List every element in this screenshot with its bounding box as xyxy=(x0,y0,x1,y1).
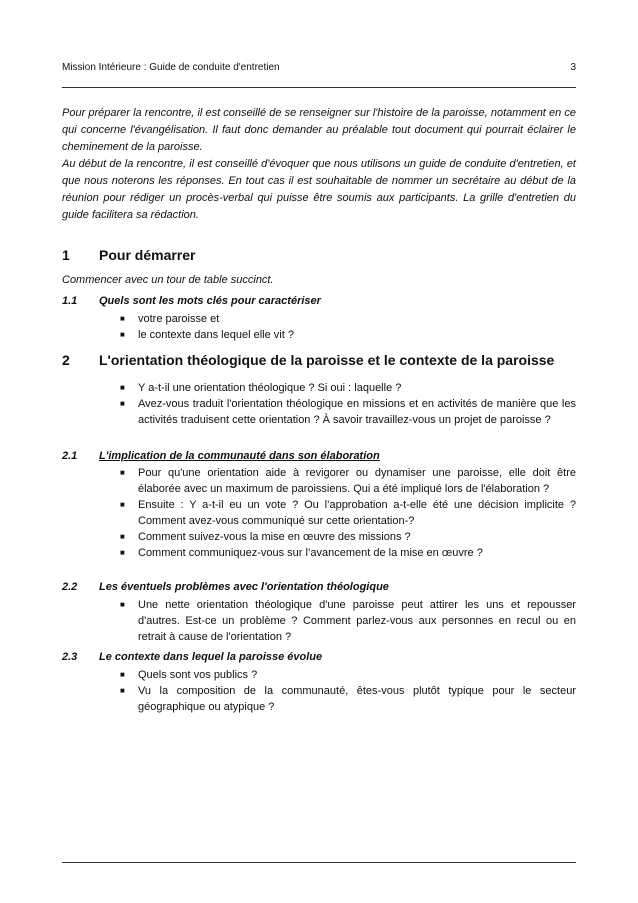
bullet-icon: ■ xyxy=(120,686,125,695)
list-item-text: le contexte dans lequel elle vit ? xyxy=(138,329,294,341)
page-number: 3 xyxy=(570,62,576,73)
list-item xyxy=(120,396,576,428)
section-2-number: 2 xyxy=(62,352,70,368)
bullet-icon: ■ xyxy=(120,670,125,679)
list-item-text: Comment communiquez-vous sur l’avancement de la mise en œuvre ? xyxy=(138,547,483,559)
list-item-text: Pour qu'une orientation aide à revigorer ou dynamiser une paroisse, elle doit être élaborée avec un maximum de paroissiens. Qui a été impliqué lors de l'élaboration ? xyxy=(138,467,576,495)
section-1-number: 1 xyxy=(62,247,70,263)
section-2-1-list xyxy=(120,465,576,561)
list-item-text: Vu la composition de la communauté, êtes-vous plutôt typique pour le secteur géographique ou atypique ? xyxy=(138,685,576,713)
section-2-2-list xyxy=(120,597,576,645)
list-item-text: Ensuite : Y a-t-il eu un vote ? Ou l’approbation a-t-elle été une décision implicite ? Comment avez-vous communiqué sur cette orientation-? xyxy=(138,499,576,527)
list-item xyxy=(120,683,576,715)
list-item-text: votre paroisse et xyxy=(138,313,220,325)
section-2-1-title: L'implication de la communauté dans son élaboration xyxy=(99,450,380,462)
list-item xyxy=(120,311,576,327)
list-item xyxy=(120,667,576,683)
list-item xyxy=(120,497,576,529)
intro-paragraph-2: Au début de la rencontre, il est conseillé d'évoquer que nous utilisons un guide de conduite d'entretien, et que nous noterons les réponses. En tout cas il est souhaitable de nommer un secrétaire au début de la réunion pour rédiger un procès-verbal qui puisse être soumis aux participants. La grille d'entretien du guide facilitera sa rédaction. xyxy=(62,158,576,221)
header-title: Mission Intérieure : Guide de conduite d'entretien xyxy=(62,62,280,73)
section-1-1-number: 1.1 xyxy=(62,295,78,307)
bullet-icon: ■ xyxy=(120,399,125,408)
list-item-text: Une nette orientation théologique d'une paroisse peut attirer les uns et repousser d'autres. Est-ce un problème ? Comment parlez-vous aux personnes en recul ou en retrait à cause de l'orientation ? xyxy=(138,599,576,643)
list-item xyxy=(120,465,576,497)
list-item xyxy=(120,529,576,545)
section-1-1-title: Quels sont les mots clés pour caractériser xyxy=(99,295,321,307)
bullet-icon: ■ xyxy=(120,500,125,509)
intro-block xyxy=(62,105,576,224)
bullet-icon: ■ xyxy=(120,548,125,557)
bullet-icon: ■ xyxy=(120,330,125,339)
list-item xyxy=(120,380,576,396)
section-2-3-number: 2.3 xyxy=(62,651,78,663)
bullet-icon: ■ xyxy=(120,468,125,477)
section-2-3-title: Le contexte dans lequel la paroisse évolue xyxy=(99,651,323,663)
section-2-list xyxy=(120,380,576,428)
bullet-icon: ■ xyxy=(120,532,125,541)
section-1-intro: Commencer avec un tour de table succinct. xyxy=(62,274,274,286)
bullet-icon: ■ xyxy=(120,383,125,392)
list-item-text: Quels sont vos publics ? xyxy=(138,669,258,681)
section-1-1-list xyxy=(120,311,576,343)
bullet-icon: ■ xyxy=(120,314,125,323)
list-item-text: Y a-t-il une orientation théologique ? Si oui : laquelle ? xyxy=(138,382,402,394)
list-item-text: Comment suivez-vous la mise en œuvre des missions ? xyxy=(138,531,411,543)
list-item-text: Avez-vous traduit l'orientation théologique en missions et en activités de manière que les activités traduisent cette orientation ? À savoir travaillez-vous un projet de paroisse ? xyxy=(138,398,576,426)
section-2-1-number: 2.1 xyxy=(62,450,78,462)
list-item xyxy=(120,545,576,561)
footer-rule xyxy=(62,862,576,863)
list-item xyxy=(120,597,576,645)
header-rule xyxy=(62,87,576,88)
section-2-3-list xyxy=(120,667,576,715)
section-2-2-number: 2.2 xyxy=(62,581,78,593)
list-item xyxy=(120,327,576,343)
page-header xyxy=(62,62,576,73)
intro-paragraph-1: Pour préparer la rencontre, il est conseillé de se renseigner sur l'histoire de la paroisse, notamment en ce qui concerne l'évangélisation. Il faut donc demander au préalable tout document qui pourrait éclairer le cheminement de la paroisse. xyxy=(62,107,576,153)
bullet-icon: ■ xyxy=(120,600,125,609)
section-2-title: L'orientation théologique de la paroisse et le contexte de la paroisse xyxy=(99,352,555,368)
section-1-title: Pour démarrer xyxy=(99,247,196,263)
section-2-2-title: Les éventuels problèmes avec l'orientation théologique xyxy=(99,581,389,593)
